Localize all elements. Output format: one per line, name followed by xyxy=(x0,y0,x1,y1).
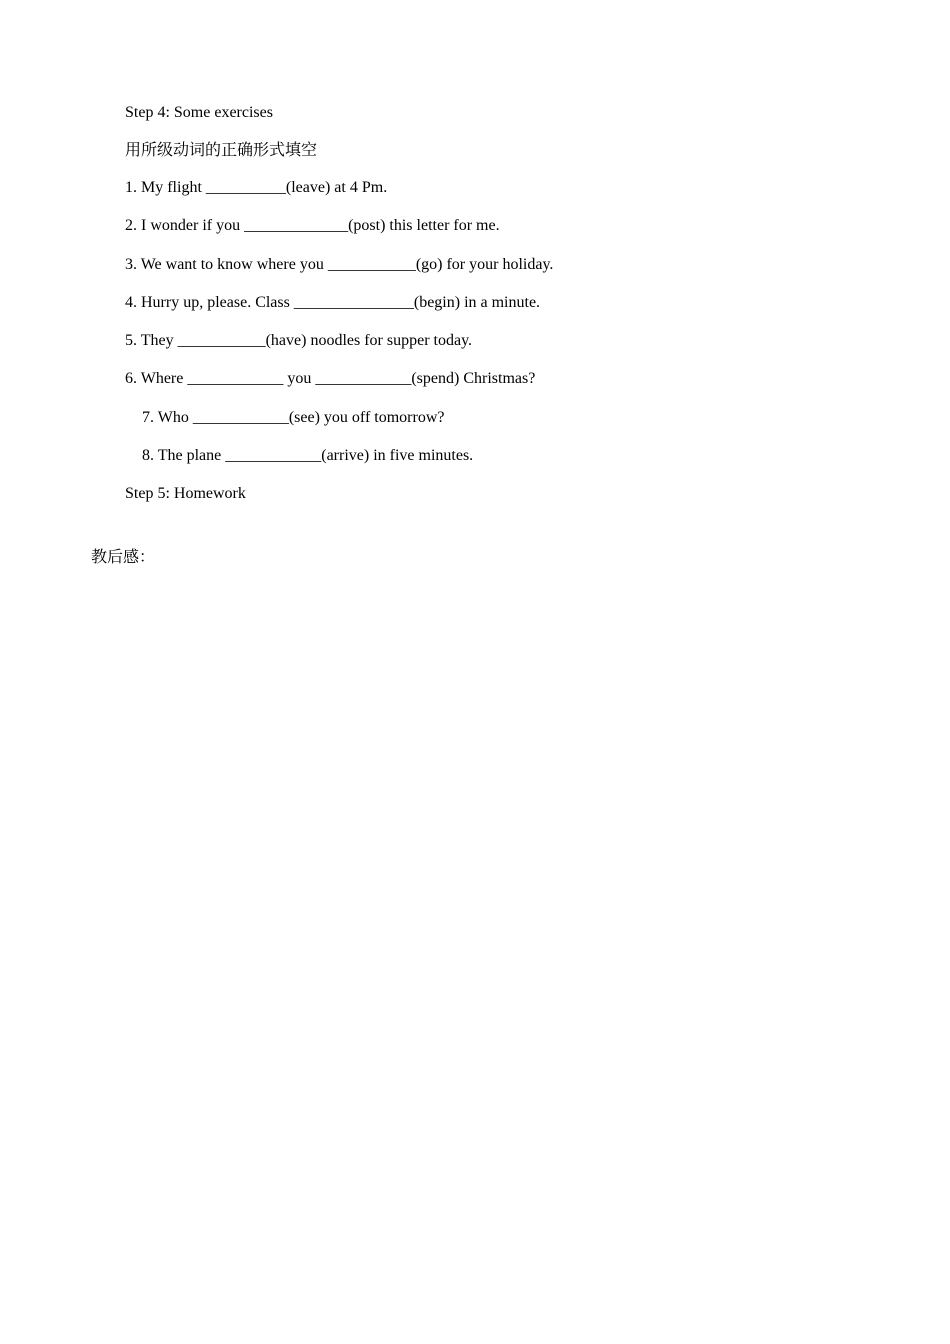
step4-heading: Step 4: Some exercises xyxy=(125,104,273,121)
exercise-item-3: 3. We want to know where you ___________(go) for your holiday. xyxy=(125,256,554,273)
exercise-instruction: 用所级动词的正确形式填空 xyxy=(125,142,318,159)
exercise-item-4: 4. Hurry up, please. Class _______________(begin) in a minute. xyxy=(125,294,541,311)
exercise-item-1: 1. My flight __________(leave) at 4 Pm. xyxy=(125,179,388,196)
exercise-item-8: 8. The plane ____________(arrive) in five minutes. xyxy=(142,447,474,464)
exercise-item-5: 5. They ___________(have) noodles for supper today. xyxy=(125,332,473,349)
step5-heading: Step 5: Homework xyxy=(125,485,246,502)
exercise-item-6: 6. Where ____________ you ____________(spend) Christmas? xyxy=(125,370,536,387)
exercise-item-2: 2. I wonder if you _____________(post) this letter for me. xyxy=(125,217,500,234)
exercise-item-7: 7. Who ____________(see) you off tomorrow? xyxy=(142,409,445,426)
reflection-label: 教后感： xyxy=(91,549,156,566)
